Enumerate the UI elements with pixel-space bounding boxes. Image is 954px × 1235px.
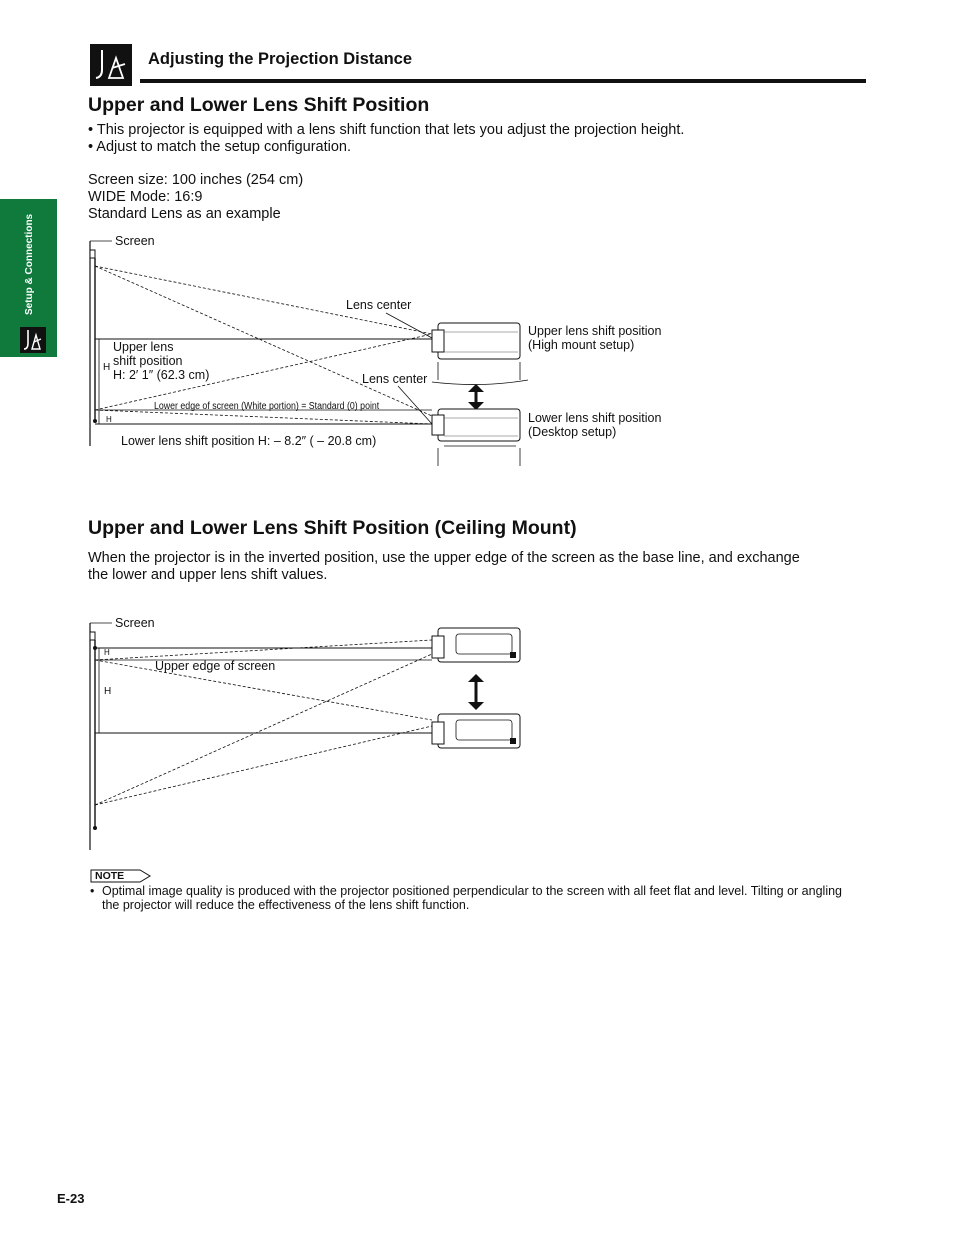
spec-screen-size: Screen size: 100 inches (254 cm) <box>88 172 304 188</box>
h-label-small: H <box>104 648 110 657</box>
desktop-label <box>528 411 661 439</box>
note-bullet: • <box>90 884 95 898</box>
high-mount-line: (High mount setup) <box>528 338 635 352</box>
lens-center-label: Lens center <box>362 372 428 386</box>
ceiling-paragraph <box>88 550 800 584</box>
projector-high-mount <box>432 323 520 359</box>
upper-shift-line: shift position <box>113 354 183 368</box>
projector-ceiling-lower <box>432 714 520 748</box>
screen-label: Screen <box>115 616 155 630</box>
upper-shift-label <box>113 340 209 382</box>
spec-wide-mode: WIDE Mode: 16:9 <box>88 189 203 205</box>
note-badge-text: NOTE <box>95 870 125 882</box>
shift-arrow <box>468 674 484 710</box>
note-line: the projector will reduce the effectiveness of the lens shift function. <box>102 898 470 912</box>
note-text <box>102 884 842 912</box>
heading-lens-shift: Upper and Lower Lens Shift Position <box>88 94 430 116</box>
paragraph-line: When the projector is in the inverted position, use the upper edge of the screen as the base line, and exchange <box>88 550 800 566</box>
note-line: Optimal image quality is produced with the projector positioned perpendicular to the screen with all feet flat and level. Tilting or angling <box>102 884 842 898</box>
h-label-small: H <box>106 415 112 424</box>
spec-lens: Standard Lens as an example <box>88 206 281 222</box>
bullet-item: • This projector is equipped with a lens shift function that lets you adjust the projection height. <box>88 122 685 138</box>
ceiling-mount-diagram <box>0 600 954 860</box>
desktop-line: (Desktop setup) <box>528 425 617 439</box>
desktop-line: Lower lens shift position <box>528 411 662 425</box>
lens-center-label: Lens center <box>346 298 412 312</box>
page-number: E-23 <box>57 1191 85 1206</box>
upper-shift-value: H: 2′ 1″ (62.3 cm) <box>113 368 210 382</box>
lower-edge-label: Lower edge of screen (White portion) = Standard (0) point <box>154 401 380 412</box>
side-tab-label: Setup & Connections <box>24 213 35 315</box>
shift-arrow <box>468 384 484 410</box>
projector-desktop <box>432 409 520 441</box>
high-mount-label <box>528 324 661 352</box>
h-label: H <box>103 362 111 373</box>
lower-shift-value: Lower lens shift position H: – 8.2″ ( – 20.8 cm) <box>121 434 377 448</box>
bullet-item: • Adjust to match the setup configuration. <box>88 139 352 155</box>
projector-ceiling-upper <box>432 628 520 662</box>
note-badge <box>90 869 152 883</box>
paragraph-line: the lower and upper lens shift values. <box>88 567 328 583</box>
screen-label: Screen <box>115 234 155 248</box>
heading-ceiling-mount: Upper and Lower Lens Shift Position (Ceiling Mount) <box>88 517 577 539</box>
high-mount-line: Upper lens shift position <box>528 324 662 338</box>
upper-edge-label: Upper edge of screen <box>155 659 276 673</box>
h-label: H <box>104 686 112 697</box>
section-title: Adjusting the Projection Distance <box>148 50 413 68</box>
upper-shift-line: Upper lens <box>113 340 174 354</box>
